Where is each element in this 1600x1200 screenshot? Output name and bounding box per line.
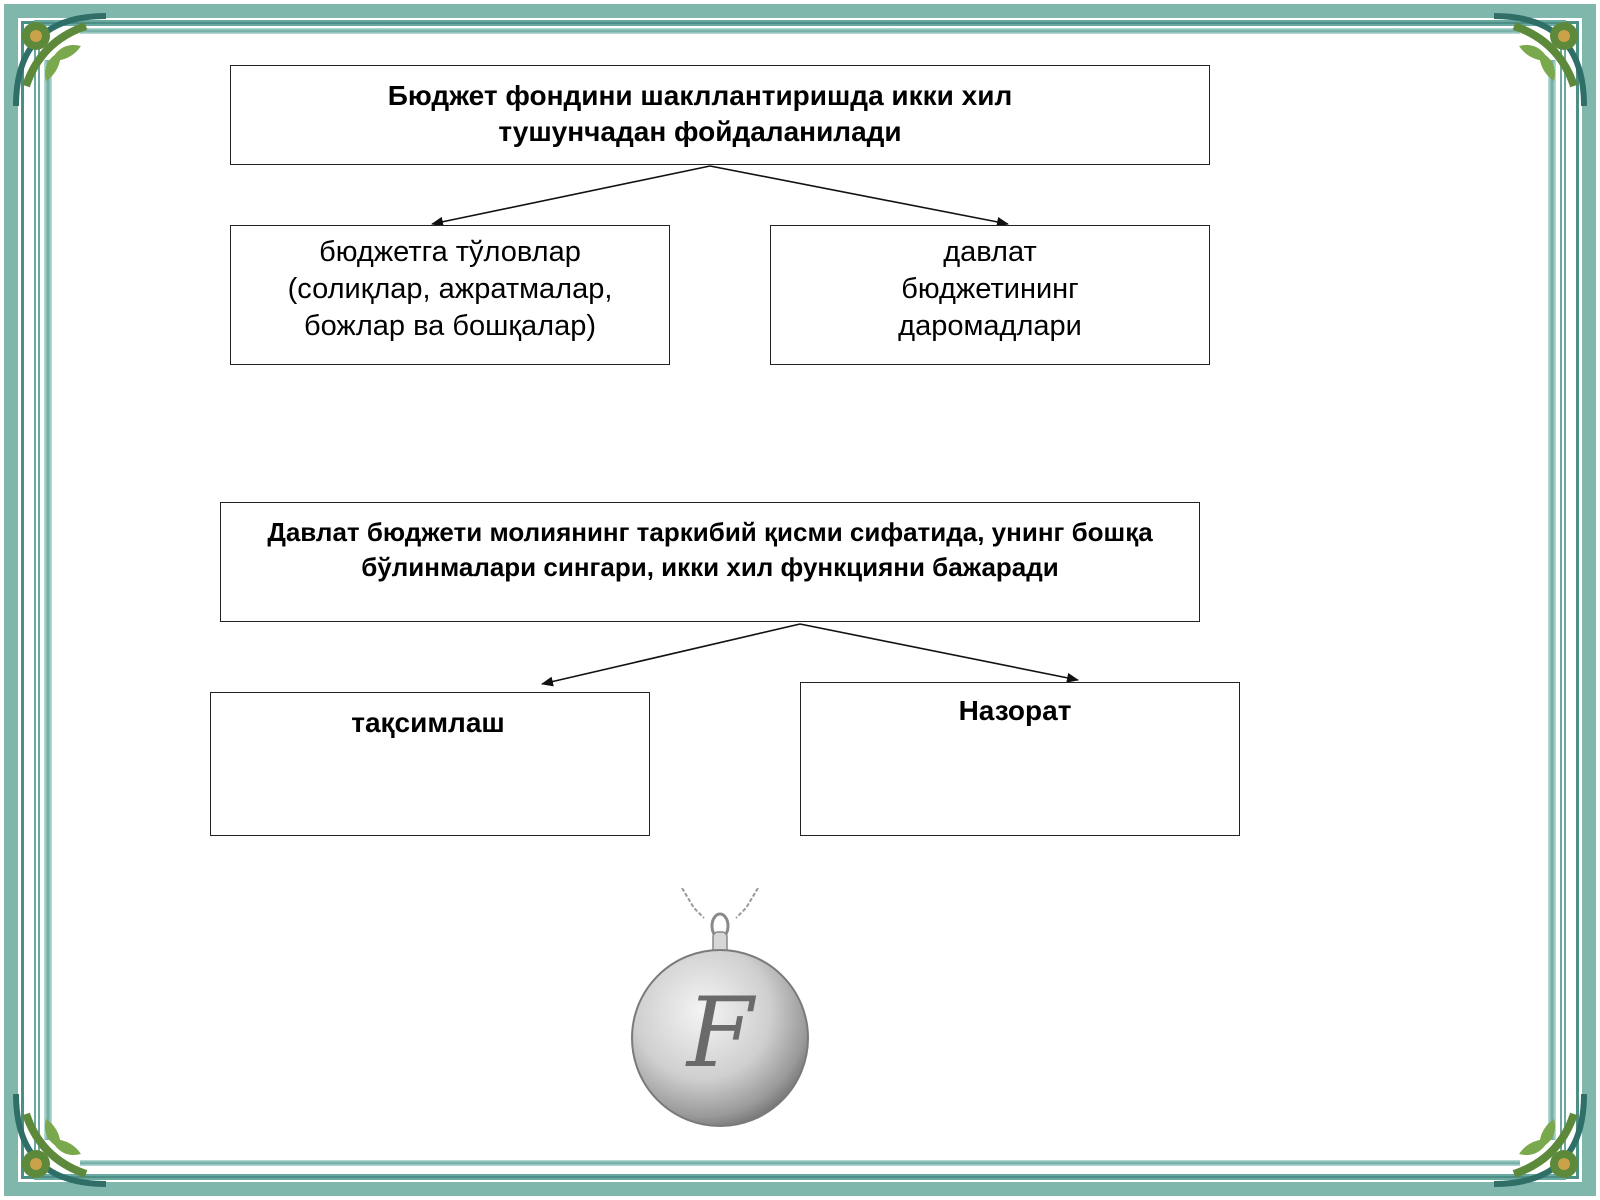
arrow-top1-to-left1 xyxy=(432,166,710,224)
box-distribution-text: тақсимлаш xyxy=(351,707,505,738)
pendant-icon xyxy=(620,888,820,1128)
box-budget-fund-concepts-text: Бюджет фондини шакллантиришда икки хил тушунчадан фойдаланилади xyxy=(387,80,1013,147)
box-state-budget-revenues xyxy=(770,225,1210,365)
box-control xyxy=(800,682,1240,836)
arrow-top2-to-left2 xyxy=(542,624,800,684)
box-state-budget-functions xyxy=(220,502,1200,622)
pendant-engraving: F xyxy=(686,977,754,1089)
arrow-top1-to-right1 xyxy=(710,166,1008,224)
box-budget-payments xyxy=(230,225,670,365)
box-budget-payments-text: бюджетга тўловлар (солиқлар, ажратмалар, божлар ва бошқалар) xyxy=(287,236,613,342)
box-state-budget-revenues-text: давлат бюджетининг даромадлари xyxy=(898,236,1082,342)
box-control-text: Назорат xyxy=(958,695,1072,726)
box-distribution xyxy=(210,692,650,836)
box-state-budget-functions-text: Давлат бюджети молиянинг таркибий қисми сифатида, унинг бошқа бўлинмалари сингари, икки хил функцияни бажаради xyxy=(267,517,1153,582)
arrow-top2-to-right2 xyxy=(800,624,1078,680)
box-budget-fund-concepts xyxy=(230,65,1210,165)
